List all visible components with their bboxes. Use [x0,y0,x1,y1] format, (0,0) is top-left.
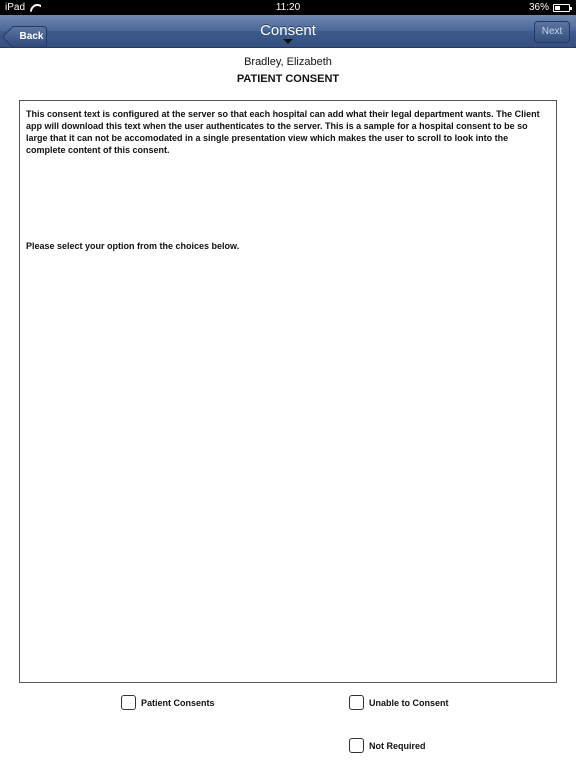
consent-body: This consent text is configured at the server so that each hospital can add what their legal department wants. The Client app will download this text when the user authenticates to the server. This is a sample for a hospital consent to be so large that it can not be accomodated in a single presentation view which makes the user to scroll to look into the complete content of this consent. [26,109,540,155]
status-right [529,2,570,13]
patient-consents-label[interactable]: Patient Consents [141,697,215,708]
option-patient-consents[interactable] [121,695,215,710]
status-time: 11:20 [275,2,301,13]
option-not-required[interactable] [349,738,426,753]
nav-title: Consent [260,22,316,39]
battery-icon [553,4,570,12]
not-required-checkbox[interactable] [349,738,364,753]
back-button[interactable] [5,20,45,44]
next-button[interactable]: Next [534,21,570,43]
consent-prompt: Please select your option from the choices below. [26,241,240,251]
navigation-bar [0,15,576,48]
page-title: PATIENT CONSENT [236,73,340,85]
not-required-label[interactable]: Not Required [369,740,426,751]
back-button-label[interactable]: Back [13,26,47,48]
battery-percent: 36% [528,2,549,13]
status-bar [0,0,576,15]
patient-consents-checkbox[interactable] [121,695,136,710]
unable-to-consent-label[interactable]: Unable to Consent [369,697,449,708]
caret-down-icon[interactable] [283,39,293,44]
battery-fill [555,6,560,10]
consent-text-view[interactable] [19,100,557,683]
patient-name: Bradley, Elizabeth [244,56,332,68]
option-unable-to-consent[interactable] [349,695,449,710]
unable-to-consent-checkbox[interactable] [349,695,364,710]
device-label: iPad [5,2,26,13]
